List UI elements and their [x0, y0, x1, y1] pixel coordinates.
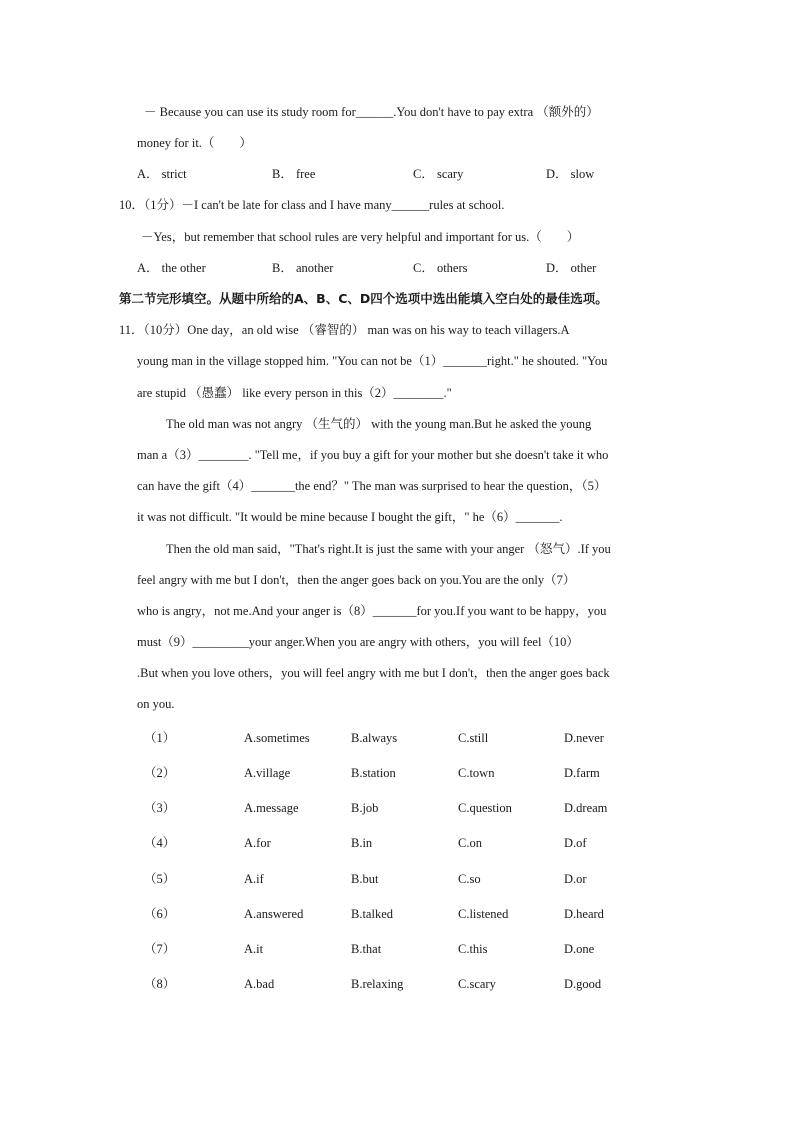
choice-a: A.sometimes [244, 731, 310, 745]
choice-a: A.for [244, 836, 271, 850]
choice-b: B.but [351, 872, 379, 886]
choice-number: （1） [144, 731, 176, 745]
q9-line-2: money for it.（ ） [137, 136, 252, 150]
choice-d: D.heard [564, 907, 604, 921]
choice-row-8 [0, 976, 794, 994]
choice-a: A.bad [244, 977, 275, 991]
q11-passage-line: are stupid （愚蠢） like every person in this（2）________." [137, 386, 452, 400]
q11-passage-line: on you. [137, 697, 175, 711]
choice-a: A.it [244, 942, 264, 956]
q11-passage-line: can have the gift（4）_______the end？" The man was surprised to hear the question，（5） [137, 479, 607, 493]
choice-number: （2） [144, 766, 176, 780]
choice-b: B.that [351, 942, 382, 956]
choice-d: D.farm [564, 766, 600, 780]
choice-c: C.scary [458, 977, 496, 991]
choice-b: B.station [351, 766, 396, 780]
q9-option-c: C． scary [413, 167, 464, 181]
choice-b: B.in [351, 836, 373, 850]
choice-d: D.good [564, 977, 602, 991]
choice-c: C.so [458, 872, 481, 886]
q11-passage-line: who is angry，not me.And your anger is（8）_______for you.If you want to be happy，you [137, 604, 607, 618]
q10-line-1: 10．（1分）－I can't be late for class and I have many______rules at school. [119, 198, 505, 212]
choice-c: C.on [458, 836, 482, 850]
choice-c: C.this [458, 942, 488, 956]
choice-c: C.town [458, 766, 495, 780]
q11-passage-line: .But when you love others，you will feel angry with me but I don't，then the anger goes back [137, 666, 610, 680]
q10-option-b: B． another [272, 261, 334, 275]
choice-a: A.village [244, 766, 291, 780]
q9-option-a: A． strict [137, 167, 187, 181]
choice-a: A.if [244, 872, 264, 886]
q11-passage-line: Then the old man said，"That's right.It is just the same with your anger （怒气）.If you [166, 542, 611, 556]
q10-option-c: C． others [413, 261, 468, 275]
q11-passage-line: young man in the village stopped him. "You can not be（1）_______right." he shouted. "You [137, 354, 608, 368]
choice-b: B.job [351, 801, 379, 815]
choice-row-7 [0, 941, 794, 959]
q9-line-1: － Because you can use its study room for______.You don't have to pay extra （额外的） [144, 105, 599, 119]
choice-row-1 [0, 730, 794, 748]
q11-passage-line: man a（3）________. "Tell me，if you buy a gift for your mother but she doesn't take it who [137, 448, 609, 462]
section-title: 第二节完形填空。从题中所给的A、B、C、D四个选项中选出能填入空白处的最佳选项。 [119, 291, 608, 306]
q11-passage-line: must（9）_________your anger.When you are angry with others，you will feel（10） [137, 635, 579, 649]
choice-d: D.or [564, 872, 587, 886]
choice-row-6 [0, 906, 794, 924]
q11-passage-line: it was not difficult. "It would be mine because I bought the gift，" he（6）_______. [137, 510, 563, 524]
choice-a: A.message [244, 801, 299, 815]
choice-b: B.always [351, 731, 398, 745]
choice-c: C.listened [458, 907, 509, 921]
q9-option-d: D． slow [546, 167, 595, 181]
choice-b: B.relaxing [351, 977, 404, 991]
q9-option-b: B． free [272, 167, 316, 181]
choice-row-5 [0, 871, 794, 889]
choice-row-2 [0, 765, 794, 783]
choice-d: D.of [564, 836, 587, 850]
choice-d: D.dream [564, 801, 608, 815]
q11-passage-line: feel angry with me but I don't，then the anger goes back on you.You are the only（7） [137, 573, 576, 587]
choice-b: B.talked [351, 907, 394, 921]
choice-row-4 [0, 835, 794, 853]
choice-number: （7） [144, 942, 176, 956]
q10-option-a: A． the other [137, 261, 206, 275]
choice-number: （3） [144, 801, 176, 815]
choice-c: C.still [458, 731, 489, 745]
choice-number: （8） [144, 977, 176, 991]
choice-number: （4） [144, 836, 176, 850]
q10-line-2: －Yes，but remember that school rules are very helpful and important for us.（ ） [141, 230, 580, 244]
q11-passage-line: 11．（10分）One day，an old wise （睿智的） man was on his way to teach villagers.A [119, 323, 570, 337]
choice-d: D.one [564, 942, 595, 956]
choice-c: C.question [458, 801, 512, 815]
choice-d: D.never [564, 731, 604, 745]
choice-number: （6） [144, 907, 176, 921]
q10-option-d: D． other [546, 261, 597, 275]
choice-a: A.answered [244, 907, 304, 921]
choice-number: （5） [144, 872, 176, 886]
choice-row-3 [0, 800, 794, 818]
q11-passage-line: The old man was not angry （生气的） with the young man.But he asked the young [166, 417, 592, 431]
